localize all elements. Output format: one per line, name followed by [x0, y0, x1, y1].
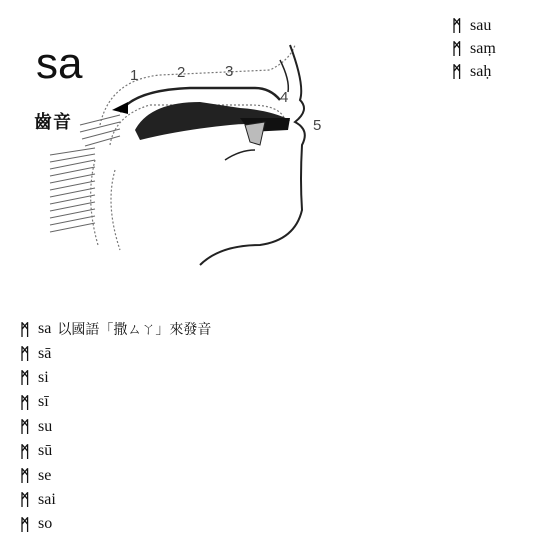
articulation-category: 齒音	[34, 112, 72, 133]
list-item	[452, 37, 496, 60]
pharynx-hatching	[50, 115, 120, 232]
mouth-cross-section-diagram	[40, 30, 340, 280]
siddham-glyph: ᛗ	[20, 441, 30, 461]
arrow-marker	[112, 102, 128, 114]
list-item	[452, 14, 496, 37]
pronunciation-note: 以國語「撒ㄙㄚ」來發音	[57, 322, 212, 339]
list-item	[20, 317, 211, 341]
list-item	[20, 366, 211, 390]
romanization: si	[38, 368, 49, 386]
list-item	[20, 341, 211, 365]
romanization: sā	[38, 344, 52, 362]
list-item	[20, 512, 211, 536]
siddham-glyph: ᛗ	[452, 62, 462, 81]
siddham-glyph: ᛗ	[452, 39, 462, 58]
number-2: 2	[177, 64, 186, 81]
number-5: 5	[313, 117, 322, 134]
number-1: 1	[130, 67, 139, 84]
nose-outline	[280, 60, 288, 92]
siddham-glyph: ᛗ	[20, 490, 30, 510]
syllable-title: sa	[36, 39, 83, 88]
list-item	[20, 463, 211, 487]
romanization: saḥ	[470, 62, 492, 80]
romanization: sū	[38, 442, 53, 460]
palate-outline	[91, 45, 295, 250]
list-item	[20, 439, 211, 463]
number-4: 4	[280, 89, 289, 106]
lower-teeth	[245, 122, 265, 145]
siddham-glyph: ᛗ	[20, 392, 30, 412]
romanization: su	[38, 417, 53, 435]
list-item	[20, 415, 211, 439]
siddham-glyph: ᛗ	[20, 319, 30, 339]
siddham-glyph: ᛗ	[20, 514, 30, 534]
romanization: sa	[38, 320, 52, 338]
siddham-glyph: ᛗ	[20, 344, 30, 364]
face-profile	[200, 45, 305, 265]
siddham-glyph: ᛗ	[20, 368, 30, 388]
number-3: 3	[225, 63, 234, 80]
romanization: sau	[470, 16, 492, 34]
list-item	[20, 488, 211, 512]
romanization: sai	[38, 490, 56, 508]
jaw-line	[225, 150, 255, 160]
romanization: saṃ	[470, 39, 496, 57]
romanization: so	[38, 515, 53, 533]
siddham-glyph: ᛗ	[20, 466, 30, 486]
syllable-list-extended	[452, 14, 496, 83]
siddham-glyph: ᛗ	[452, 16, 462, 35]
romanization: se	[38, 466, 52, 484]
siddham-glyph: ᛗ	[20, 417, 30, 437]
list-item	[452, 60, 496, 83]
romanization: sī	[38, 393, 49, 411]
list-item	[20, 390, 211, 414]
syllable-list	[20, 317, 211, 537]
